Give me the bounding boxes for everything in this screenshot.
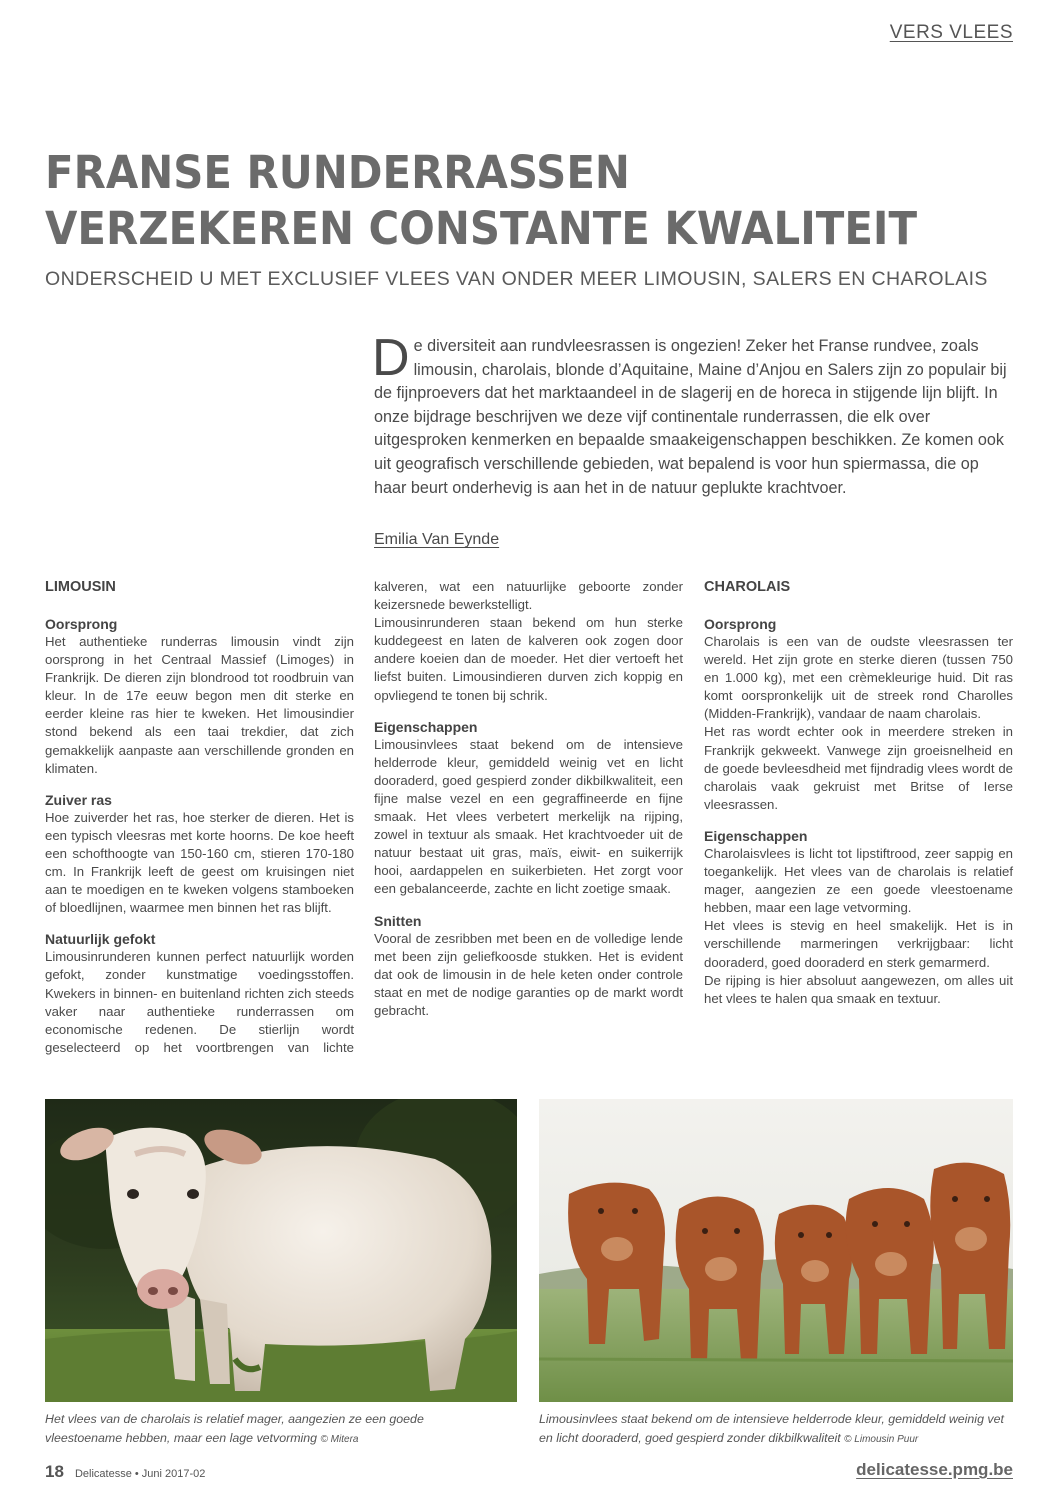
website-link[interactable]: delicatesse.pmg.be — [856, 1460, 1013, 1479]
limousin-props-heading: Eigenschappen — [374, 718, 478, 735]
column-2 — [374, 578, 683, 1033]
charolais-aging-text: De rijping is hier absoluut aangewezen, om alles uit het vlees te halen qua smaak en textuur. — [704, 972, 1013, 1006]
charolais-props-text: Charolaisvlees is licht tot lipstiftrood, zeer sappig en toegankelijk. Het vlees van de charolais is relatief mager, aangezien ze een goede vleestoename hebben, maar een lage vetvorming. — [704, 845, 1013, 916]
limousin-natural-text: Limousinrunderen kunnen perfect natuurlijk worden gefokt, zonder kunstmatige voedingsstoffen. Kwekers in binnen- en buitenland richten zich steeds vaker naar authentieke runderrassen om economische redenen. De stierlijn wordt geselecteerd op het voortbrengen van lichte — [45, 949, 354, 1055]
intro-paragraph — [372, 329, 1008, 500]
column-1 — [45, 578, 354, 1057]
caption-right-credit: © Limousin Puur — [844, 1434, 919, 1445]
column-3 — [704, 578, 1013, 1008]
charolais-props-heading: Eigenschappen — [704, 827, 808, 844]
intro-text: e diversiteit aan rundvleesrassen is ongezien! Zeker het Franse rundvee, zoals limousin, charolais, blonde d’Aquitaine, Maine d’Anjou en Salers zijn zo populair bij de fijnproevers dat het marktaandeel in de slagerij en de horeca in stijgende lijn blijft. In onze bijdrage beschrijven we deze vijf continentale runderrassen, die elk over uitgesproken kenmerken en bepaalde smaakeigenschappen beschikken. Ze komen ook uit geografisch verschillende gebieden, wat bepalend is voor hun spiermassa, die op haar beurt onderhevig is aan het in de natuur geplukte krachtvoer. — [374, 337, 1007, 497]
charolais-heading: CHAROLAIS — [704, 579, 791, 595]
limousin-herd-text: Limousinrunderen staan bekend om hun sterke kuddegeest en laten de kalveren ook zogen door andere koeien dan de moeder. Het dier vertoeft het liefst buiten. Limousindieren durven zich koppig en opvliegend te tonen bij schrik. — [374, 615, 683, 703]
page-number: 18 — [45, 1462, 64, 1481]
limousin-herd-image — [539, 1099, 1013, 1402]
limousin-props-text: Limousinvlees staat bekend om de intensieve helderrode kleur, gemiddeld weinig vet en licht dooraderd, goed gespierd zonder dikbilkwaliteit, een fijne malse vezel en een gegraffineerde en fijne smaak. Het vlees verbetert merkelijk na rijping, zowel in textuur als smaak. Het krachtvoeder uit de natuur bestaat uit gras, maïs, eiwit- en suikerrijk hooi, aardappelen en suikerbieten. Het zorgt voor een gebalanceerde, zachte en licht zoetige smaak. — [374, 736, 683, 897]
limousin-pure-heading: Zuiver ras — [45, 791, 112, 808]
subheading: ONDERSCHEID U MET EXCLUSIEF VLEES VAN ONDER MEER LIMOUSIN, SALERS EN CHAROLAIS — [45, 268, 988, 290]
caption-right-text: Limousinvlees staat bekend om de intensieve helderrode kleur, gemiddeld weinig vet en licht dooraderd, goed gespierd zonder dikbilkwaliteit — [539, 1412, 1004, 1445]
title-line-2: VERZEKEREN CONSTANTE KWALITEIT — [45, 202, 918, 255]
section-label: VERS VLEES — [889, 22, 1013, 43]
limousin-natural-heading: Natuurlijk gefokt — [45, 931, 156, 948]
limousin-natural-text-cont: kalveren, wat een natuurlijke geboorte zonder keizersnede bewerkstelligt. — [374, 579, 683, 613]
charolais-firm-text: Het vlees is stevig en heel smakelijk. Het is in verschillende marmeringen verkrijgbaar: licht dooraderd, goed dooraderd en sterk gemarmerd. — [704, 918, 1013, 970]
limousin-cuts-heading: Snitten — [374, 912, 422, 929]
charolais-origin-heading: Oorsprong — [704, 616, 777, 632]
limousin-origin-text: Het authentieke runderras limousin vindt zijn oorsprong in het Centraal Massief (Limoges) in Frankrijk. De dieren zijn blondrood tot roodbruin van kleur. In de 17e eeuw begon men dit sterke en eerder kleine ras hier te kweken. Het limousindier stond bekend als een taai trekdier, dat zich gemakkelijk aanpaste aan verschillende gronden en klimaten. — [45, 634, 354, 776]
limousin-pure-text: Hoe zuiverder het ras, hoe sterker de dieren. Het is een typisch vleesras met korte hoorns. De koe heeft een schofthoogte van 150-160 cm, stieren 170-180 cm. In Frankrijk leeft de geest om kruisingen niet aan te moedigen en te kweken volgens stamboeken of bloedlijnen, waarmee men binnen het ras blijft. — [45, 809, 354, 916]
caption-right — [539, 1410, 1009, 1449]
limousin-origin-heading: Oorsprong — [45, 616, 118, 632]
footer-left — [45, 1462, 205, 1482]
author-byline: Emilia Van Eynde — [374, 531, 500, 548]
drop-cap: D — [372, 329, 410, 387]
caption-left — [45, 1410, 495, 1449]
charolais-origin-text: Charolais is een van de oudste vleesrassen ter wereld. Het zijn grote en sterke dieren (tussen 750 en 1.000 kg), met een crèmekleurige huid. Dit ras komt oorspronkelijk uit de streek rond Charolles (Midden-Frankrijk), vandaar de naam charolais. — [704, 634, 1013, 722]
limousin-photo — [539, 1099, 1013, 1402]
title-line-1: FRANSE RUNDERRASSEN — [45, 146, 630, 199]
charolais-bred-text: Het ras wordt echter ook in meerdere streken in Frankrijk gekweekt. Vanwege zijn groeisnelheid en de goede bevleesdheid met fijndradig vlees wordt de charolais vaak gekruist met Britse of Ierse vleesrassen. — [704, 724, 1013, 812]
limousin-heading: LIMOUSIN — [45, 579, 116, 595]
magazine-issue: Delicatesse • Juni 2017-02 — [74, 1468, 206, 1480]
caption-left-text: Het vlees van de charolais is relatief mager, aangezien ze een goede vleestoename hebben, maar een lage vetvorming — [45, 1412, 424, 1445]
charolais-photo — [45, 1099, 517, 1402]
page-title — [45, 145, 938, 257]
charolais-bull-image — [45, 1099, 517, 1402]
limousin-cuts-text: Vooral de zesribben met been en de volledige lende met been zijn geliefkoosde stukken. Het is evident dat ook de limousin in de hele keten onder controle staat en met de nodige garanties op de markt wordt gebracht. — [374, 930, 683, 1018]
caption-left-credit: © Mitera — [320, 1434, 359, 1445]
